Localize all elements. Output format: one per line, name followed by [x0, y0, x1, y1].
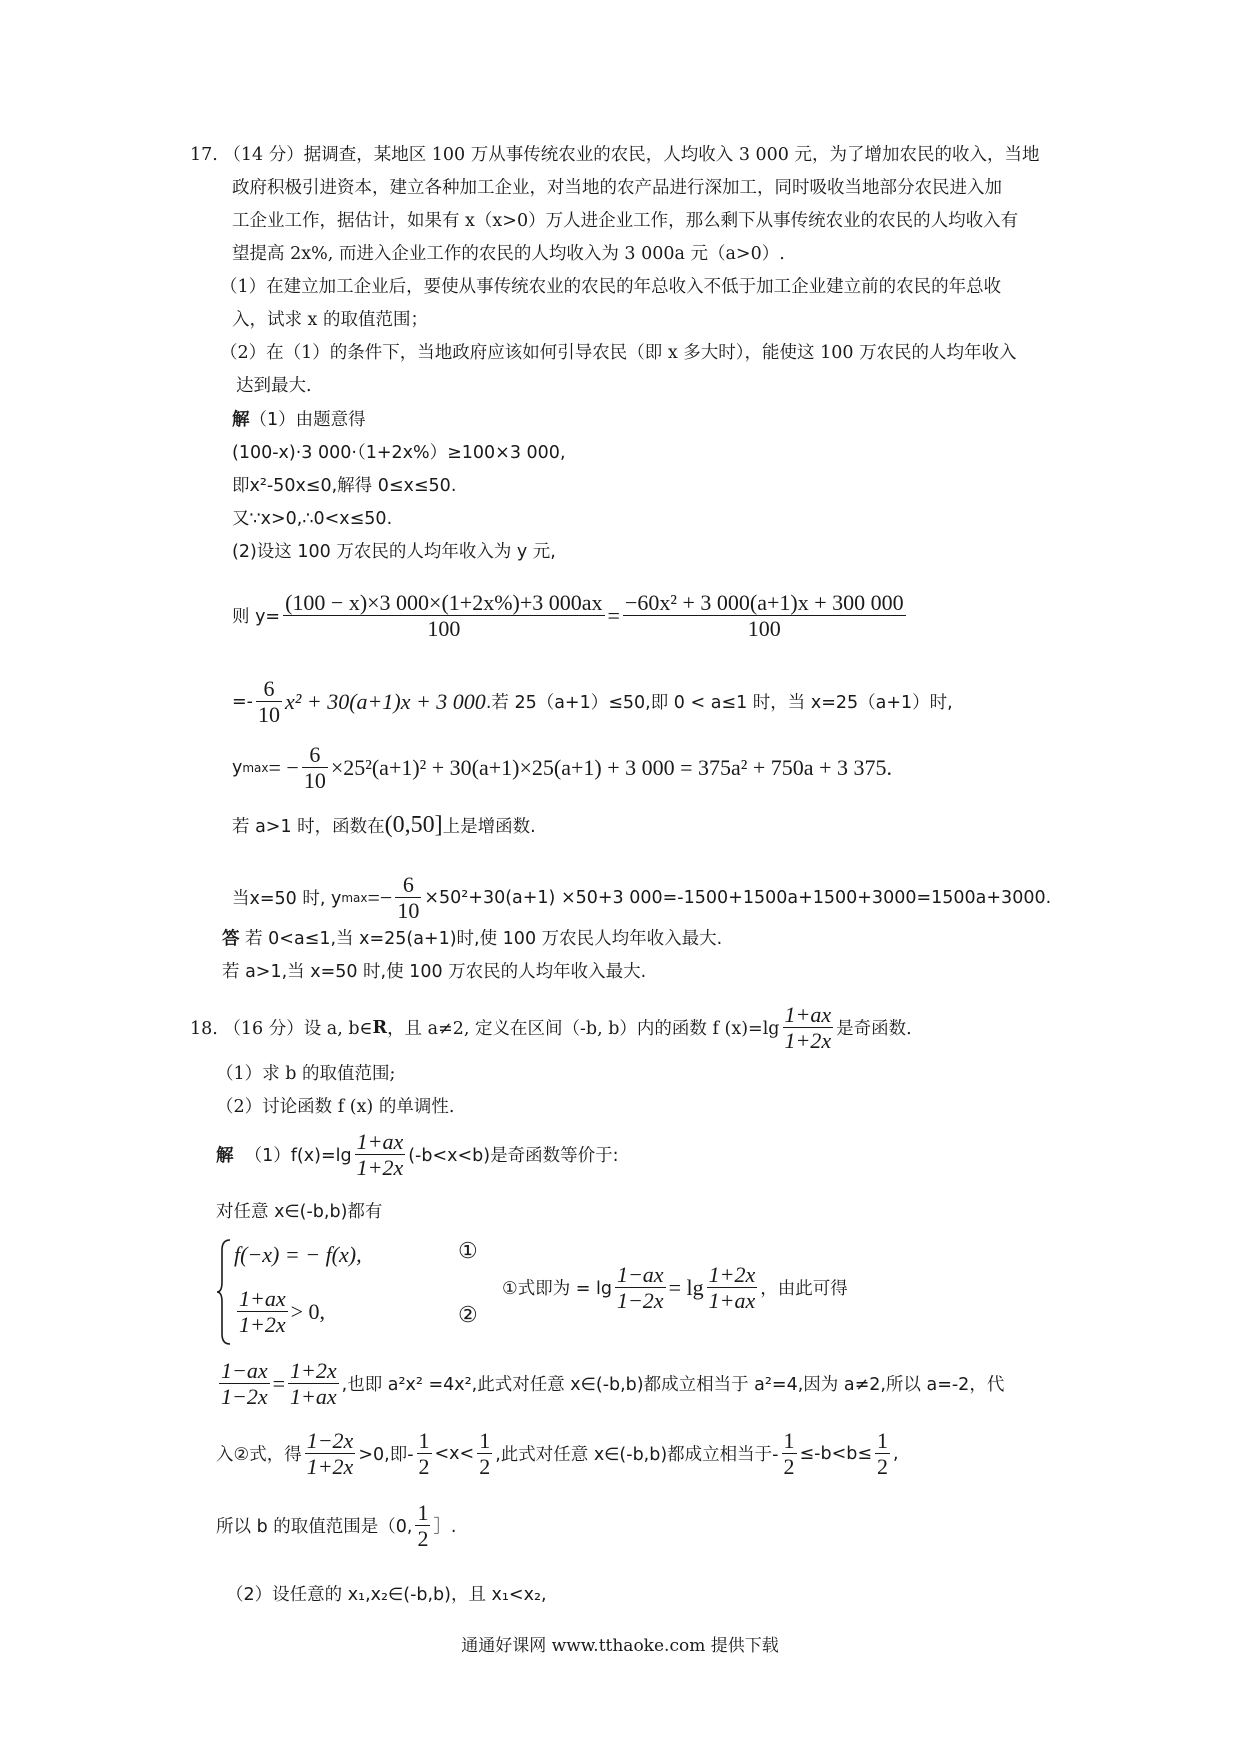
- p17-solution-line-2: (100-x)·3 000·（1+2x%）≥100×3 000,: [232, 443, 566, 463]
- p17-line-6: 入，试求 x 的取值范围；: [232, 310, 428, 330]
- p17-line-1: 17. （14 分）据调查，某地区 100 万从事传统农业的农民，人均收入 3 000 元，为了增加农民的收入，当地: [190, 145, 1040, 165]
- fraction: $\frac{1+2x}{1+ax}$: [708, 1262, 756, 1314]
- fraction: $\frac{1}{2}$: [479, 1428, 491, 1480]
- fraction: $\frac{(100 - x)\times 3 000\times(1+2x\%)+3 000ax}{100}$: [285, 590, 603, 642]
- p17-solution-line-3: 即x²-50x≤0,解得 0≤x≤50.: [232, 476, 457, 496]
- fraction: $\frac{6}{10}$: [397, 872, 420, 924]
- p18-condition-1-rewrite: ①式即为 = lg $\frac{1-ax}{1-2x}$ = lg $\frac{1+2x}{1+ax}$ ，由此可得: [502, 1262, 848, 1314]
- p18-question-2: （2）讨论函数 f (x) 的单调性.: [216, 1097, 455, 1117]
- fraction: $\frac{1}{2}$: [417, 1500, 429, 1552]
- p18-solution-line-1: 解 （1）f(x)=lg $\frac{1+ax}{1+2x}$ (-b<x<b)是奇函数等价于:: [216, 1129, 619, 1181]
- p18-statement: 18. （16 分）设 a, b∈ R ，且 a≠2, 定义在区间（-b, b）内的函数 f (x)=lg $\frac{1+ax}{1+2x}$ 是奇函数.: [190, 1002, 912, 1054]
- condition-odd: f(−x) = − f(x),: [234, 1242, 362, 1267]
- fraction: $\frac{1}{2}$: [418, 1428, 430, 1480]
- p17-equation-y: 则 y= $\frac{(100 - x)\times 3 000\times(1+2x\%)+3 000ax}{100}$ = $\frac{\text{−60x² + 3 000(a+1)x + 300 000}}{100}$: [232, 590, 904, 642]
- p17-solution-line-5: (2)设这 100 万农民的人均年收入为 y 元,: [232, 542, 556, 562]
- solution-label: 解: [232, 410, 250, 430]
- page-footer: 通通好课网 www.tthaoke.com 提供下载: [461, 1636, 779, 1656]
- p17-equation-ymax: y max = − $\frac{6}{10}$ ×25²(a+1)² + 30(a+1)×25(a+1) + 3 000 = 375a² + 750a + 3 375.: [232, 742, 892, 794]
- p17-line-8: 达到最大.: [236, 376, 312, 396]
- p17-answer-line-1: 答 若 0<a≤1,当 x=25(a+1)时,使 100 万农民人均年收入最大.: [222, 929, 723, 949]
- p17-line-5: （1）在建立加工企业后，要使从事传统农业的农民的年总收入不低于加工企业建立前的农民的年总收: [220, 277, 1002, 297]
- fraction: $\frac{\text{−60x² + 3 000(a+1)x + 300 000}}{100}$: [624, 590, 904, 642]
- circle-2: ②: [458, 1303, 478, 1328]
- p17-line-4: 望提高 2x%, 而进入企业工作的农民的人均收入为 3 000a 元（a>0）.: [232, 244, 785, 264]
- p17-line-2: 政府积极引进资本，建立各种加工企业，对当地的农产品进行深加工，同时吸收当地部分农民进入加: [232, 178, 1002, 198]
- fraction: $\frac{1+ax}{1+2x}$: [356, 1129, 404, 1181]
- fraction: $\frac{1+ax}{1+2x}$: [784, 1002, 832, 1054]
- p17-answer-line-2: 若 a>1,当 x=50 时,使 100 万农民的人均年收入最大.: [222, 962, 647, 982]
- p18-solution-line-2: 对任意 x∈(-b,b)都有: [216, 1202, 383, 1222]
- fraction: $\frac{1}{2}$: [877, 1428, 889, 1480]
- solution-label: 解: [216, 1146, 234, 1167]
- p18-range-of-b: 所以 b 的取值范围是（0, $\frac{1}{2}$ ］.: [216, 1500, 457, 1552]
- p17-line-3: 工企业工作，据估计，如果有 x（x>0）万人进企业工作，那么剩下从事传统农业的农民的人均收入有: [232, 211, 1019, 231]
- p18-question-1: （1）求 b 的取值范围;: [216, 1064, 396, 1084]
- p17-increasing-line: 若 a>1 时，函数在 (0,50] 上是增函数.: [232, 812, 536, 838]
- p17-equation-x50: 当x=50 时, y max =− $\frac{6}{10}$ ×50²+30(a+1) ×50+3 000=-1500+1500a+1500+3000=1500a+3000.: [232, 872, 1052, 924]
- p18-derivation-line-1: $\frac{1-ax}{1-2x}$ = $\frac{1+2x}{1+ax}$ ,也即 a²x² =4x²,此式对任意 x∈(-b,b)都成立相当于 a²=4,因为 a≠2,所以 a=-2，代: [221, 1358, 1005, 1410]
- p17-solution-line-1: 解（1）由题意得: [232, 410, 366, 430]
- p18-solution-part-2: （2）设任意的 x₁,x₂∈(-b,b)，且 x₁<x₂,: [226, 1585, 547, 1605]
- p17-equation-expand: =- $\frac{6}{10}$ x² + 30(a+1)x + 3 000 .若 25（a+1）≤50,即 0 < a≤1 时，当 x=25（a+1）时,: [232, 676, 953, 728]
- fraction: $\frac{1+2x}{1+ax}$: [290, 1358, 337, 1410]
- circle-1: ①: [458, 1239, 478, 1264]
- left-brace: [216, 1238, 232, 1346]
- answer-label: 答: [222, 929, 240, 949]
- fraction: $\frac{1-ax}{1-2x}$: [221, 1358, 268, 1410]
- condition-positive: $\frac{1+ax}{1+2x}$ > 0,: [239, 1286, 326, 1338]
- fraction: $\frac{1-2x}{1+2x}$: [306, 1428, 354, 1480]
- fraction: $\frac{1+ax}{1+2x}$: [239, 1286, 286, 1338]
- p17-line-7: （2）在（1）的条件下，当地政府应该如何引导农民（即 x 多大时），能使这 100 万农民的人均年收入: [220, 343, 1017, 363]
- fraction: $\frac{1}{2}$: [783, 1428, 795, 1480]
- fraction: $\frac{1-ax}{1-2x}$: [616, 1262, 664, 1314]
- p18-derivation-line-2: 入②式，得 $\frac{1-2x}{1+2x}$ >0,即- $\frac{1}{2}$ <x< $\frac{1}{2}$ ,此式对任意 x∈(-b,b)都成立相当于- $\frac{1}{2}$ ≤-b<b≤ $\frac{1}{2}$ ,: [216, 1428, 899, 1480]
- p17-solution-line-4: 又∵x>0,∴0<x≤50.: [232, 509, 393, 529]
- fraction: $\frac{6}{10}$: [303, 742, 326, 794]
- fraction: $\frac{6}{10}$: [257, 676, 280, 728]
